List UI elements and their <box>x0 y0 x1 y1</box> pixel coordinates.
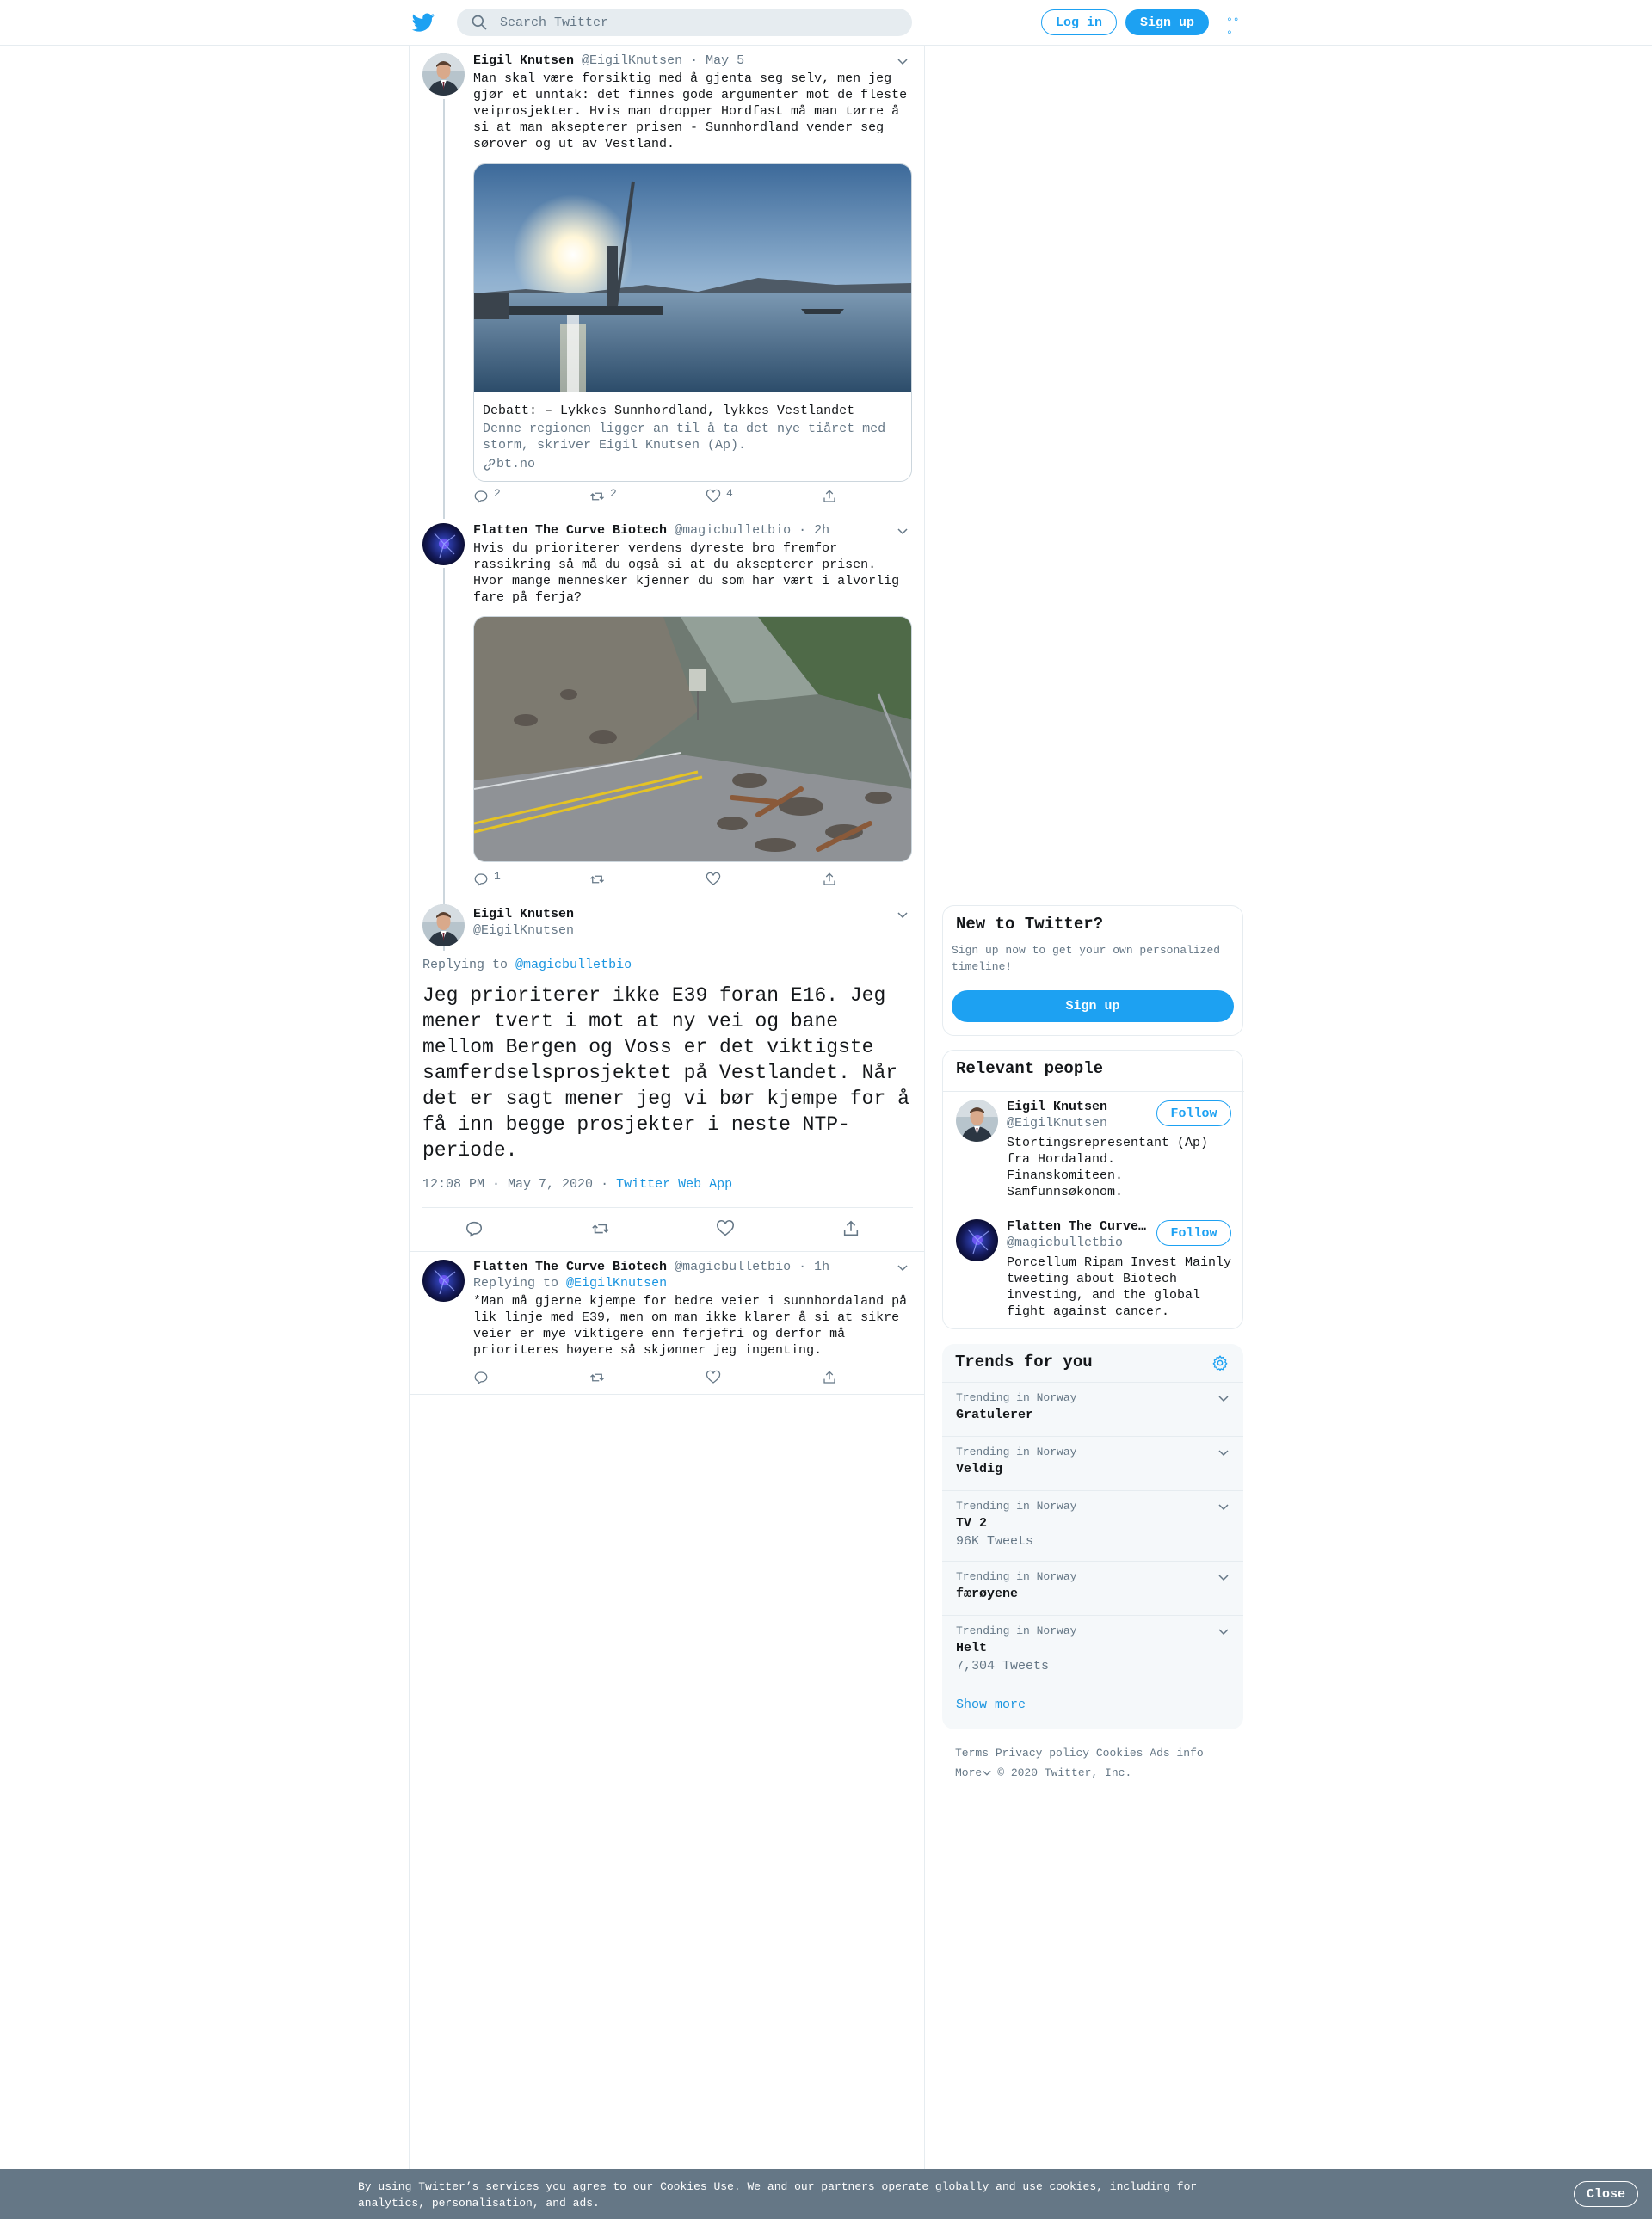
chevron-down-icon[interactable] <box>1217 1449 1230 1458</box>
cookie-text-before: By using Twitter’s services you agree to our <box>358 2180 661 2193</box>
trend-context: Trending in Norway <box>956 1391 1077 1404</box>
cookies-use-link[interactable]: Cookies Use <box>660 2180 734 2193</box>
person-bio: Porcellum Ripam Invest Mainly tweeting about Biotech investing, and the global fight against cancer. <box>1007 1255 1232 1319</box>
relevant-people-title: Relevant people <box>956 1059 1104 1078</box>
tweet-photo[interactable] <box>473 616 912 862</box>
retweet-icon <box>589 489 605 504</box>
person-handle[interactable]: @magicbulletbio <box>1007 1236 1124 1250</box>
thread-connector <box>443 568 445 951</box>
tweet-actions <box>473 1370 912 1387</box>
replying-to-link[interactable]: @magicbulletbio <box>515 958 632 972</box>
card-image <box>474 164 912 392</box>
cookie-close-button[interactable]: Close <box>1574 2181 1638 2207</box>
heart-icon <box>706 1370 721 1385</box>
avatar[interactable] <box>422 53 465 96</box>
trend-count: 96K Tweets <box>956 1534 1034 1549</box>
tweet-header <box>473 523 829 538</box>
biotech-avatar-icon <box>422 523 465 565</box>
biotech-avatar-icon <box>956 1219 998 1261</box>
trend-name: Helt <box>956 1641 988 1655</box>
person-avatar-icon <box>956 1100 998 1142</box>
author-name[interactable]: Flatten The Curve Biotech <box>473 523 668 538</box>
trend-item[interactable] <box>942 1490 1243 1561</box>
person-item[interactable] <box>943 1092 1244 1211</box>
twitter-logo-icon[interactable] <box>411 11 435 34</box>
card-title: Debatt: – Lykkes Sunnhordland, lykkes Vestlandet <box>483 404 855 418</box>
separator-dot: · <box>690 53 699 68</box>
footer-link-ads-info[interactable]: Ads info <box>1150 1747 1204 1760</box>
chevron-down-icon[interactable] <box>1217 1574 1230 1582</box>
signup-button[interactable]: Sign up <box>1125 9 1209 35</box>
trend-name: Gratulerer <box>956 1408 1034 1422</box>
chevron-down-icon[interactable] <box>1217 1503 1230 1512</box>
like-count: 4 <box>726 487 733 500</box>
thread-tweet[interactable] <box>410 516 924 899</box>
card-description: Denne regionen ligger an til å ta det nye tiåret med storm, skriver Eigil Knutsen (Ap). <box>483 422 886 453</box>
tweet-header <box>473 1260 829 1274</box>
footer-link-privacy[interactable]: Privacy policy <box>995 1747 1090 1760</box>
cookie-message <box>358 2179 1218 2211</box>
like-button[interactable] <box>706 872 726 889</box>
replying-to-label: Replying to <box>422 958 509 972</box>
trends-title: Trends for you <box>955 1353 1093 1371</box>
follow-button[interactable]: Follow <box>1156 1220 1231 1246</box>
reply-button[interactable] <box>473 872 501 889</box>
sidebar-footer <box>955 1743 1239 1783</box>
person-bio: Stortingsrepresentant (Ap) fra Hordaland. Finanskomiteen. Samfunnsøkonom. <box>1007 1136 1209 1199</box>
heart-icon <box>706 872 721 887</box>
tweet-time[interactable]: 1h <box>814 1260 830 1274</box>
trend-name: færøyene <box>956 1587 1019 1601</box>
footer-link-cookies[interactable]: Cookies <box>1095 1747 1143 1760</box>
replying-to <box>473 1276 667 1291</box>
author-handle[interactable]: @magicbulletbio <box>675 523 792 538</box>
main-tweet-text: Jeg prioriterer ikke E39 foran E16. Jeg mener tvert i mot at ny vei og bane mellom Bergen og Voss er det viktigste samferdselsprosjektet på Vestlandet. Når det er sagt mener jeg vi bør kjempe for å få inn begge prosjekter i neste NTP-periode. <box>422 984 909 1162</box>
tweet-time[interactable]: May 5 <box>706 53 745 68</box>
card-domain <box>483 457 535 472</box>
tweet-actions <box>473 872 912 889</box>
login-button[interactable]: Log in <box>1041 9 1117 35</box>
cookie-text-after: . We and our partners operate globally and use cookies, including for analytics, personalisation, and ads. <box>358 2180 1198 2210</box>
share-button[interactable] <box>822 872 837 889</box>
author-handle[interactable]: @EigilKnutsen <box>582 53 683 68</box>
thread-tweet[interactable] <box>410 46 924 519</box>
replying-to-label: Replying to <box>473 1276 559 1291</box>
retweet-count: 2 <box>610 487 617 500</box>
trend-context: Trending in Norway <box>956 1624 1077 1637</box>
share-icon <box>822 1370 837 1385</box>
avatar[interactable] <box>422 523 465 565</box>
avatar[interactable] <box>956 1219 998 1261</box>
new-to-twitter-box <box>942 905 1243 1036</box>
like-button[interactable] <box>706 489 733 506</box>
relevant-people-box <box>942 1050 1243 1329</box>
avatar[interactable] <box>422 904 465 946</box>
tweet-text: Hvis du prioriterer verdens dyreste bro fremfor rassikring så må du også si at du aksepterer prisen. Hvor mange mennesker kjenner du som har vært i alvorlig fare på ferja? <box>473 541 908 605</box>
chevron-down-icon[interactable] <box>1217 1395 1230 1403</box>
person-name[interactable]: Flatten The Curve… <box>1007 1219 1147 1234</box>
share-button[interactable] <box>822 489 837 506</box>
author-name[interactable]: Eigil Knutsen <box>473 907 575 922</box>
chevron-down-icon[interactable] <box>897 527 909 536</box>
main-tweet-actions <box>422 1219 913 1240</box>
replying-to <box>422 958 632 972</box>
share-icon[interactable] <box>841 1219 860 1238</box>
separator-dot: · <box>798 523 807 538</box>
focused-tweet <box>410 899 924 1252</box>
reply-button[interactable] <box>473 1370 489 1387</box>
trend-item[interactable] <box>942 1382 1243 1436</box>
divider <box>410 1394 924 1395</box>
replying-to-link[interactable]: @EigilKnutsen <box>566 1276 668 1291</box>
search-icon <box>471 14 488 31</box>
retweet-button[interactable] <box>589 489 617 506</box>
heart-icon[interactable] <box>716 1219 735 1238</box>
tweet-time[interactable]: 2h <box>814 523 830 538</box>
tweet-text: Man skal være forsiktig med å gjenta seg selv, men jeg gjør et unntak: det finnes gode argumenter mot de fleste veiprosjekter. Hvis man dropper Hordfast må man tørre å si at man aksepterer prisen - Sunnhordland vender seg sørover og ut av Vestland. <box>473 71 915 151</box>
reply-count: 2 <box>494 487 501 500</box>
more-options-icon[interactable]: °°° <box>1226 15 1240 41</box>
retweet-button[interactable] <box>589 1370 605 1387</box>
thread-connector <box>443 99 445 519</box>
chevron-down-icon[interactable] <box>897 911 909 920</box>
reply-tweet[interactable] <box>410 1252 924 1394</box>
heart-icon <box>706 489 721 504</box>
author-handle[interactable]: @magicbulletbio <box>675 1260 792 1274</box>
share-button[interactable] <box>822 1370 837 1387</box>
sidebar-signup-button[interactable]: Sign up <box>952 990 1234 1022</box>
link-card[interactable] <box>473 163 912 482</box>
cookie-consent-bar <box>0 2169 1652 2219</box>
tweet-source[interactable]: Twitter Web App <box>616 1177 733 1192</box>
trend-item[interactable] <box>942 1561 1243 1615</box>
trend-context: Trending in Norway <box>956 1570 1077 1583</box>
column-divider-right <box>924 46 925 2171</box>
chevron-down-icon[interactable] <box>982 1769 992 1778</box>
share-icon <box>822 872 837 887</box>
person-avatar-icon <box>422 904 465 946</box>
tweet-text: *Man må gjerne kjempe for bedre veier i sunnhordaland på lik linje med E39, men om man ikke klarer å si at sikre veier er mye viktigere enn ferjefri og derfor må prioriteres høyere så skjønner jeg ingenting. <box>473 1294 915 1358</box>
retweet-icon <box>589 1370 605 1385</box>
reply-count: 1 <box>494 870 501 883</box>
footer-link-terms[interactable]: Terms <box>955 1747 989 1760</box>
author-name[interactable]: Flatten The Curve Biotech <box>473 1260 668 1274</box>
retweet-icon <box>589 872 605 887</box>
chevron-down-icon[interactable] <box>897 1264 909 1273</box>
trends-box <box>942 1344 1243 1729</box>
trend-context: Trending in Norway <box>956 1445 1077 1458</box>
divider <box>422 1207 913 1208</box>
person-item[interactable] <box>943 1211 1244 1330</box>
avatar[interactable] <box>422 1260 465 1302</box>
trend-name: TV 2 <box>956 1516 988 1531</box>
retweet-icon[interactable] <box>591 1219 610 1238</box>
new-to-twitter-subtitle: Sign up now to get your own personalized timeline! <box>952 944 1221 973</box>
link-icon <box>483 458 496 472</box>
show-more-row <box>942 1686 1243 1729</box>
like-button[interactable] <box>706 1370 721 1387</box>
follow-button[interactable]: Follow <box>1156 1100 1231 1126</box>
search-bar[interactable] <box>457 9 912 36</box>
tweet-timestamp[interactable]: 12:08 PM · May 7, 2020 <box>422 1177 594 1192</box>
show-more-link[interactable]: Show more <box>956 1698 1026 1712</box>
tweet-actions <box>473 489 912 506</box>
author-name[interactable]: Eigil Knutsen <box>473 53 575 68</box>
author-handle[interactable]: @EigilKnutsen <box>473 923 575 938</box>
tweet-meta <box>422 1177 732 1192</box>
separator-dot: · <box>601 1177 609 1192</box>
trend-name: Veldig <box>956 1462 1003 1476</box>
trend-item[interactable] <box>942 1436 1243 1490</box>
share-icon <box>822 489 837 504</box>
chevron-down-icon[interactable] <box>1217 1628 1230 1637</box>
biotech-avatar-icon <box>422 1260 465 1302</box>
chevron-down-icon[interactable] <box>897 58 909 66</box>
new-to-twitter-title: New to Twitter? <box>956 915 1104 934</box>
person-name[interactable]: Eigil Knutsen <box>1007 1100 1108 1114</box>
reply-button[interactable] <box>473 489 501 506</box>
trend-count: 7,304 Tweets <box>956 1659 1050 1673</box>
tweet-header <box>473 53 744 68</box>
avatar[interactable] <box>956 1100 998 1142</box>
separator-dot: · <box>798 1260 807 1274</box>
trend-item[interactable] <box>942 1615 1243 1686</box>
search-input[interactable] <box>500 15 878 30</box>
card-domain-text: bt.no <box>496 457 536 472</box>
trend-context: Trending in Norway <box>956 1500 1077 1513</box>
person-avatar-icon <box>422 53 465 96</box>
reply-icon <box>473 489 489 504</box>
settings-gear-icon[interactable] <box>1211 1354 1229 1371</box>
landslide-photo <box>474 617 912 862</box>
reply-icon[interactable] <box>465 1219 484 1238</box>
footer-more[interactable]: More <box>955 1766 983 1779</box>
reply-icon <box>473 1370 489 1385</box>
reply-icon <box>473 872 489 887</box>
retweet-button[interactable] <box>589 872 610 889</box>
person-handle[interactable]: @EigilKnutsen <box>1007 1116 1108 1131</box>
top-bar <box>0 0 1652 46</box>
footer-copyright: © 2020 Twitter, Inc. <box>997 1766 1132 1779</box>
